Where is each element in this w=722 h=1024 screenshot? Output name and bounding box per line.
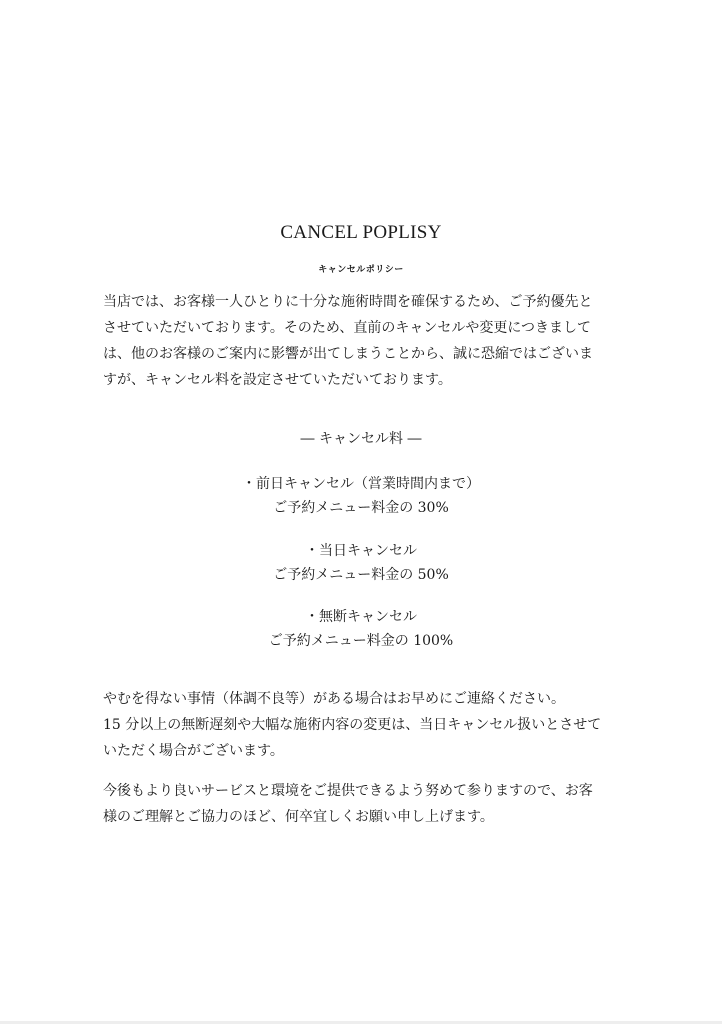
notice-line: いただく場合がございます。 bbox=[103, 743, 284, 759]
closing-line: 今後もより良いサービスと環境をご提供できるよう努めて参りますので、お客 bbox=[103, 783, 593, 799]
intro-line: させていただいております。そのため、直前のキャンセルや変更につきまして bbox=[103, 320, 592, 336]
fees-heading: ― キャンセル料 ― bbox=[300, 431, 422, 447]
page-title: CANCEL POPLISY bbox=[280, 222, 442, 243]
page-subtitle: キャンセルポリシー bbox=[318, 265, 404, 275]
fee-item-label: ・無断キャンセル bbox=[305, 609, 417, 625]
intro-line: すが、キャンセル料を設定させていただいております。 bbox=[103, 372, 452, 388]
intro-paragraph bbox=[103, 289, 623, 393]
fee-item-label: ・当日キャンセル bbox=[305, 543, 417, 559]
intro-line: は、他のお客様のご案内に影響が出てしまうことから、誠に恐縮ではございま bbox=[103, 346, 593, 362]
notice-line: やむを得ない事情（体調不良等）がある場合はお早めにご連絡ください。 bbox=[103, 691, 565, 707]
fee-item-amount: ご予約メニュー料金の 50% bbox=[273, 567, 449, 583]
intro-line: 当店では、お客様一人ひとりに十分な施術時間を確保するため、ご予約優先と bbox=[103, 294, 593, 310]
fee-item-label: ・前日キャンセル（営業時間内まで） bbox=[242, 476, 480, 492]
closing-paragraph bbox=[103, 778, 623, 830]
fee-item-amount: ご予約メニュー料金の 100% bbox=[268, 633, 454, 649]
notice-paragraph bbox=[103, 686, 623, 764]
fee-item-amount: ご予約メニュー料金の 30% bbox=[273, 500, 449, 516]
notice-line: 15 分以上の無断遅刻や大幅な施術内容の変更は、当日キャンセル扱いとさせて bbox=[103, 717, 602, 733]
closing-line: 様のご理解とご協力のほど、何卒宜しくお願い申し上げます。 bbox=[103, 809, 494, 825]
